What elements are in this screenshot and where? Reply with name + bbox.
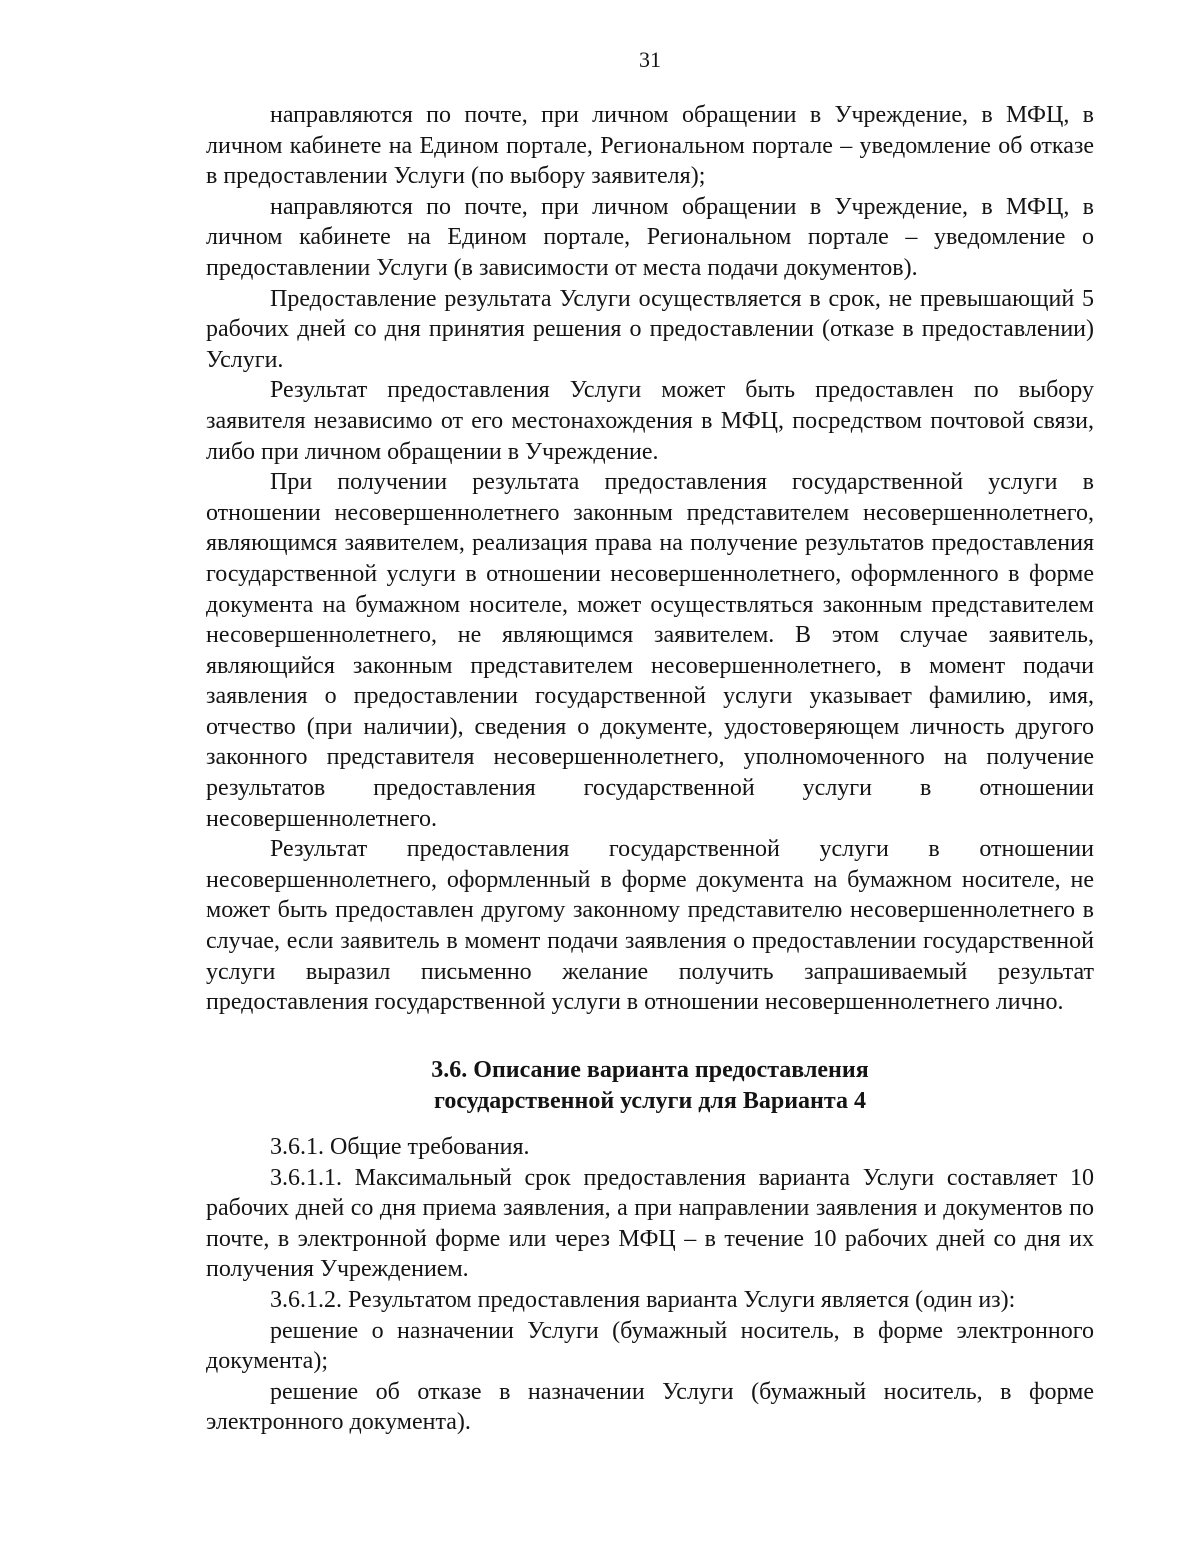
document-page xyxy=(206,0,1094,1553)
page-number: 31 xyxy=(639,47,661,72)
paragraph-result-deadline: Предоставление результата Услуги осуществляется в срок, не превышающий 5 рабочих дней со дня принятия решения о предоставлении (отказе в предоставлении) Услуги. xyxy=(206,285,1094,373)
section-heading xyxy=(206,1055,1094,1116)
paragraph-minor-personal-request: Результат предоставления государственной услуги в отношении несовершеннолетнего, оформленный в форме документа на бумажном носителе, не может быть предоставлен другому законному представителю несовершеннолетнего в случае, если заявитель в момент подачи заявления о предоставлении государственной услуги выразил письменно желание получить запрашиваемый результат предоставления государственной услуги в отношении несовершеннолетнего лично. xyxy=(206,836,1094,1016)
paragraph-minor-representative: При получении результата предоставления государственной услуги в отношении несовершеннолетнего законным представителем несовершеннолетнего, являющимся заявителем, реализация права на получение результатов предоставления государственной услуги в отношении несовершеннолетнего, оформленного в форме документа на бумажном носителе, может осуществляться законным представителем несовершеннолетнего, не являющимся заявителем. В этом случае заявитель, являющийся законным представителем несовершеннолетнего, в момент подачи заявления о предоставлении государственной услуги указывает фамилию, имя, отчество (при наличии), сведения о документе, удостоверяющем личность другого законного представителя несовершеннолетнего, уполномоченного на получение результатов предоставления государственной услуги в отношении несовершеннолетнего. xyxy=(206,469,1094,832)
section-heading-line-1: 3.6. Описание варианта предоставления xyxy=(431,1057,869,1083)
section-paragraph-decision-refuse: решение об отказе в назначении Услуги (бумажный носитель, в форме электронного документа). xyxy=(206,1378,1094,1436)
main-text xyxy=(206,100,1094,1018)
section-paragraph-result-list: 3.6.1.2. Результатом предоставления варианта Услуги является (один из): xyxy=(270,1286,1016,1313)
paragraph-refusal-notice: направляются по почте, при личном обращении в Учреждение, в МФЦ, в личном кабинете на Едином портале, Региональном портале – уведомление об отказе в предоставлении Услуги (по выбору заявителя); xyxy=(206,102,1094,190)
paragraph-provision-notice: направляются по почте, при личном обращении в Учреждение, в МФЦ, в личном кабинете на Едином портале, Региональном портале – уведомление о предоставлении Услуги (в зависимости от места подачи документов). xyxy=(206,193,1094,281)
section-paragraph-decision-assign: решение о назначении Услуги (бумажный носитель, в форме электронного документа); xyxy=(206,1317,1094,1375)
paragraph-result-delivery: Результат предоставления Услуги может быть предоставлен по выбору заявителя независимо от его местонахождения в МФЦ, посредством почтовой связи, либо при личном обращении в Учреждение. xyxy=(206,377,1094,465)
section-paragraph-general-requirements: 3.6.1. Общие требования. xyxy=(270,1134,530,1160)
section-heading-line-2: государственной услуги для Варианта 4 xyxy=(434,1087,866,1114)
section-paragraph-max-term: 3.6.1.1. Максимальный срок предоставления варианта Услуги составляет 10 рабочих дней со дня приема заявления, а при направлении заявления и документов по почте, в электронной форме или через МФЦ – в течение 10 рабочих дней со дня их получения Учреждением. xyxy=(206,1164,1094,1283)
section-text xyxy=(206,1132,1094,1438)
